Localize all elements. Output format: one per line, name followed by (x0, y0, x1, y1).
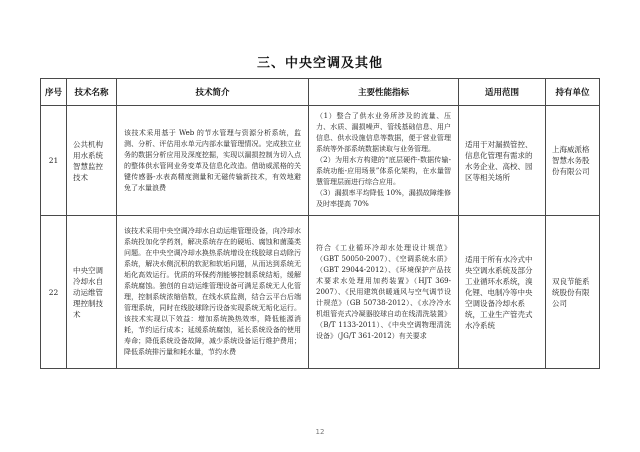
cell-tech-intro: 该技术采用中央空调冷却水自动运维管理设备，向冷却水系统投加化学药剂，解决系统存在的硬垢、腐蚀和菌藻类问题。在中央空调冷却水换热系统增设在线胶球自动除污系统，解决水侧沉积的软泥和软垢问题，从而达到系统无垢化高效运行。优质的环保药剂能够控制系统结垢，缓解系统腐蚀。独创的自动运维管理设备可满足系统无人化管理，控制系统浓缩倍数，在线水质监测，结合云平台后端管理系统，同时在线胶球除污设备实现系统无垢化运行。该技术实现以下效益：增加系统换热效率，降低能源消耗，节约运行成本；延缓系统腐蚀，延长系统设备的使用寿命；降低系统设备故障，减少系统设备运行维护费用；降低系统排污量和耗水量，节约水费 (117, 216, 309, 369)
column-header-scope: 适用范围 (459, 79, 546, 106)
cell-tech-intro: 该技术采用基于 Web 的节水管理与资源分析系统，监测、分析、评估用水单元内部水量管理情况。完成独立业务的数据分析应用及深度挖掘，实现以漏损控制为切入点的整体供水管网业务变革及信息化改造。借助威派格的关键传感器-水表高精度测量和无磁传输新技术，有效地避免了水量浪费 (117, 106, 309, 216)
cell-indicators (309, 216, 459, 369)
cell-scope: 适用于所有水冷式中央空调水系统及部分工业循环水系统，溴化锂、电制冷等中央空调设备冷却水系统，工业生产管壳式水冷系统 (459, 216, 546, 369)
table-row (41, 106, 600, 216)
column-header-tech-name: 技术名称 (67, 79, 117, 106)
technology-table (40, 78, 600, 369)
column-header-holder: 持有单位 (546, 79, 600, 106)
cell-tech-name: 中央空调冷却水自动运维管理控制技术 (67, 216, 117, 369)
table-header-row (41, 79, 600, 106)
page-number: 12 (315, 428, 325, 436)
cell-scope: 适用于对漏损管控、信息化管理有需求的水务企业、高校、园区等相关场所 (459, 106, 546, 216)
column-header-tech-intro: 技术简介 (117, 79, 309, 106)
indicator-item: （3）漏损率平均降低 10%，漏损故障维修及时率提高 70% (316, 189, 451, 208)
column-header-seq: 序号 (41, 79, 67, 106)
indicator-item: （1）整合了供水业务所涉及的流量、压力、水质、漏损噪声、管线基础信息、用户信息、供水设施信息等数据，便于营业管理系统等外部系统数据读取与业务管理。 (316, 112, 451, 153)
indicator-item: 符合《工业循环冷却水处理设计规范》（GBT 50050-2007）、《空调系统水质》（GBT 29044-2012）、《环境保护产品技术要求水处理用加药装置》（HJT 369-2007）、《民用建筑供暖通风与空气调节设计规范》（GB 50738-2012）、《水冷冷水机组管壳式冷凝器胶球自动在线清洗装置》（B/T 1133-2011）、《中央空调物理清洗设备》（JG/T 361-2012）有关要求 (316, 243, 451, 340)
column-header-indicators: 主要性能指标 (309, 79, 459, 106)
cell-seq: 22 (41, 216, 67, 369)
page-title: 三、中央空调及其他 (256, 55, 383, 70)
table-row (41, 216, 600, 369)
indicator-item: （2）为用水方构建的“底层硬件-数据传输-系统功能-应用场景”体系化架构，在水量智慧管理层面进行综合应用。 (316, 156, 451, 186)
cell-indicators (309, 106, 459, 216)
cell-seq: 21 (41, 106, 67, 216)
cell-tech-name: 公共机构用水系统智慧监控技术 (67, 106, 117, 216)
cell-holder: 双良节能系统股份有限公司 (546, 216, 600, 369)
cell-holder: 上海威派格智慧水务股份有限公司 (546, 106, 600, 216)
